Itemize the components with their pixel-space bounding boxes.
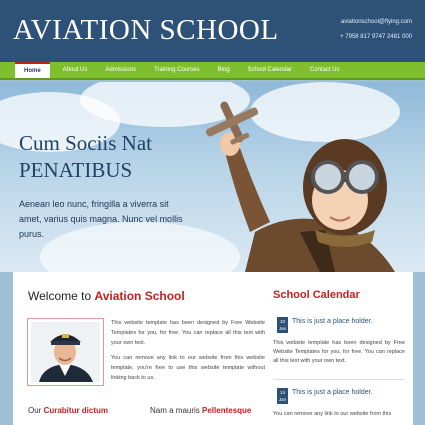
subheading-curabitur: [28, 406, 108, 415]
welcome-heading: [28, 289, 185, 303]
nav-item-admissions[interactable]: Admissions: [105, 67, 137, 73]
calendar-title: School Calendar: [273, 289, 360, 301]
calendar-entry-title[interactable]: This is just a place holder.: [292, 389, 373, 396]
calendar-entry-text: You can remove any link to our website from this: [273, 411, 392, 417]
calendar-divider: [273, 379, 405, 380]
nav-item-contact-us[interactable]: Contact Us: [309, 67, 340, 73]
date-day: 10: [279, 319, 285, 324]
welcome-prefix: Welcome to: [28, 289, 95, 303]
hero-title-line1: Cum Sociis Nat: [19, 131, 153, 155]
intro-paragraph-1: This website template has been designed by Free Website Templates for you, for free. You can replace all this text with your own text.: [111, 320, 265, 346]
main-nav: [0, 62, 425, 80]
site-header: [0, 0, 425, 62]
hero-title-line2: PENATIBUS: [19, 158, 133, 182]
welcome-highlight: Aviation School: [94, 289, 185, 303]
pilot-photo: [27, 318, 104, 386]
pilot-photo-image: [31, 322, 100, 382]
contact-info: [340, 15, 412, 45]
toy-plane-icon: [197, 90, 266, 154]
calendar-entry-title[interactable]: This is just a place holder.: [292, 318, 373, 325]
nav-item-about-us[interactable]: About Us: [62, 67, 88, 73]
intro-paragraph-2: You can remove any link to our website from this website template, you're free to use this website template without linking back to us.: [111, 355, 265, 381]
subheading-highlight: Curabitur dictum: [43, 406, 109, 415]
contact-phone: + 7958 817 9747 2481 000: [340, 34, 412, 40]
nav-item-blog[interactable]: Blog: [217, 67, 230, 73]
hero-text: Aenean leo nunc, fringilla a viverra sit amet, varius quis magna. Nunc vel mollis purus.: [19, 199, 183, 239]
nav-item-school-calendar[interactable]: School Calendar: [247, 67, 292, 73]
subheading-highlight: Pellentesque: [202, 406, 252, 415]
subheading-prefix: Nam a mauris: [150, 406, 203, 415]
date-month: Jan: [278, 326, 287, 331]
calendar-entry-text: This website template has been designed by Free Website Templates for you, for free. You can replace all this text with your own text.: [273, 340, 405, 364]
nav-list: [15, 62, 349, 78]
subheading-prefix: Our: [28, 406, 44, 415]
pilot-avatar-icon: [31, 322, 100, 382]
subheading-pellentesque: [150, 406, 251, 415]
site-logo[interactable]: AVIATION SCHOOL: [13, 14, 279, 46]
date-badge: [277, 317, 288, 333]
nav-item-home[interactable]: Home: [15, 62, 50, 78]
contact-email[interactable]: aviationschool@flying.com: [340, 19, 412, 25]
hero-title: [19, 130, 152, 184]
main-content: [13, 272, 413, 425]
date-badge: [277, 388, 288, 404]
school-calendar: [273, 289, 405, 417]
date-month: Jan: [278, 397, 287, 402]
intro-text: [111, 318, 265, 388]
hero-banner: [0, 82, 425, 272]
date-day: 14: [279, 390, 285, 395]
nav-item-training-courses[interactable]: Training Courses: [154, 67, 200, 73]
